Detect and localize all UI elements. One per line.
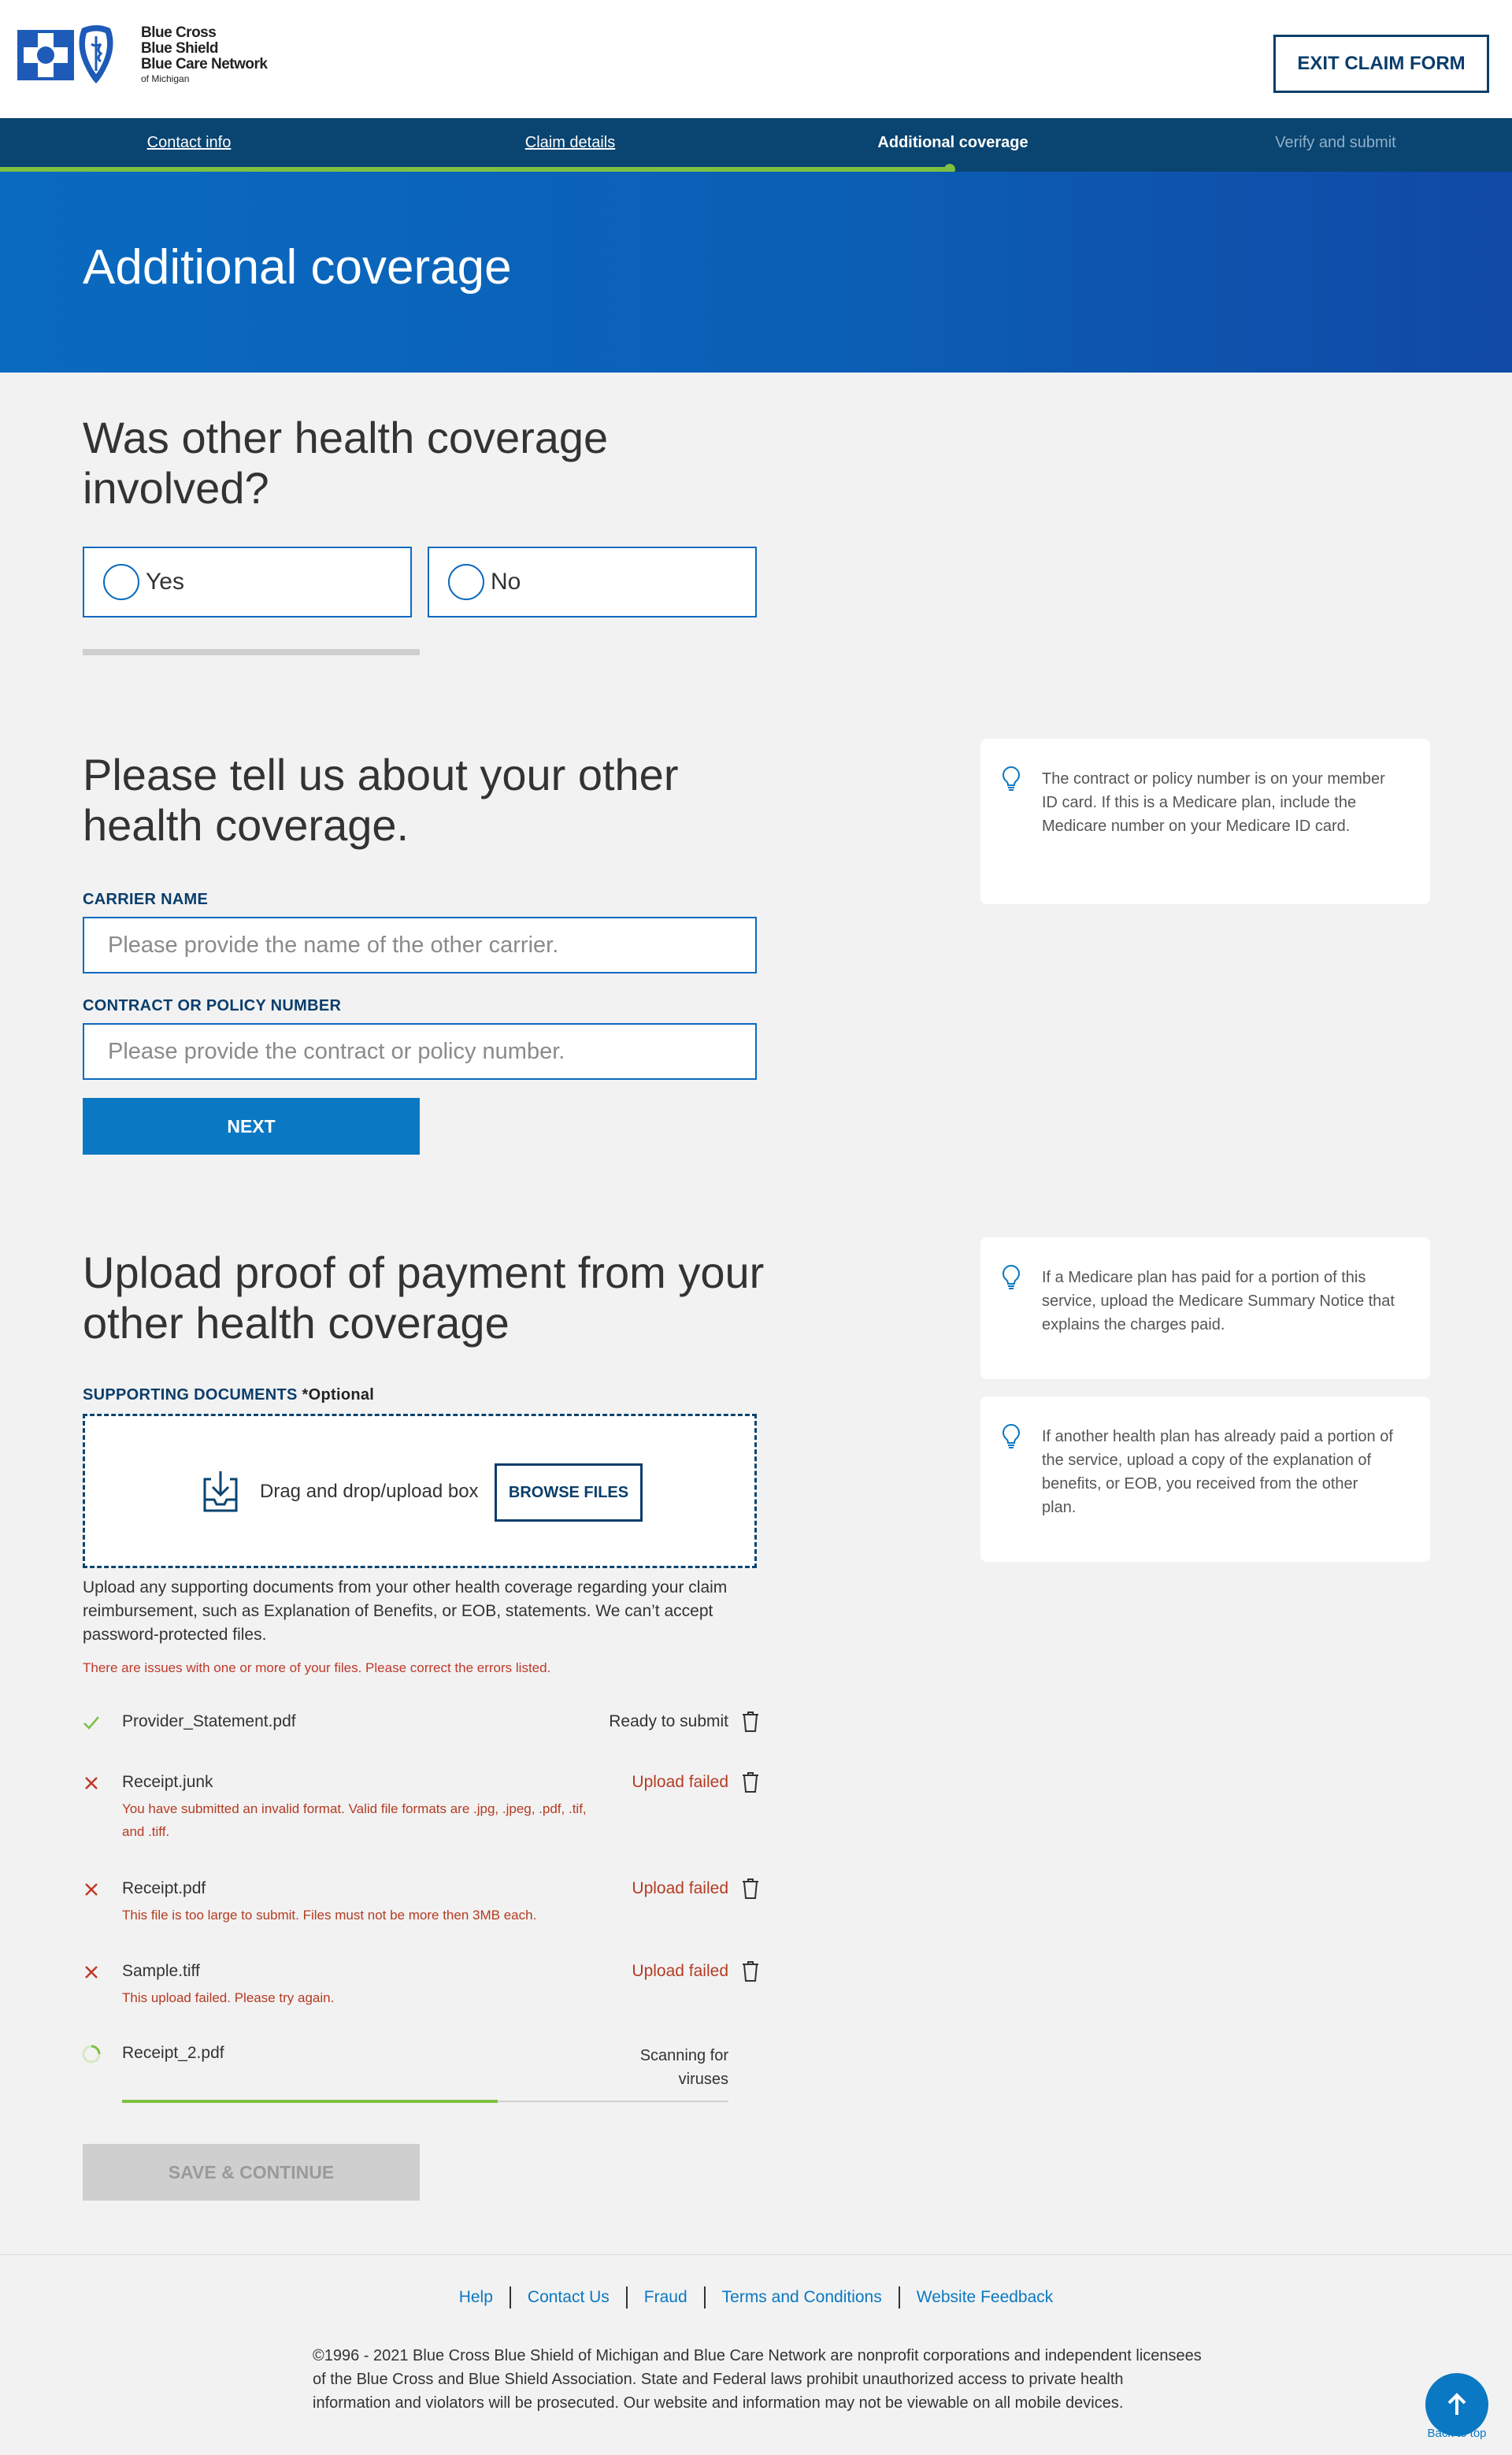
bcbsm-logo[interactable] — [17, 22, 285, 88]
loading-spinner-icon — [81, 2044, 102, 2064]
trash-icon[interactable] — [741, 1960, 760, 1982]
carrier-name-input[interactable] — [83, 917, 757, 973]
footer-link-terms[interactable]: Terms and Conditions — [704, 2286, 899, 2309]
checkmark-icon — [83, 1714, 100, 1731]
footer-link-help[interactable]: Help — [458, 2288, 493, 2306]
browse-files-button[interactable]: BROWSE FILES — [495, 1463, 643, 1522]
file-status: Upload failed — [632, 1879, 728, 1897]
step-label: Verify and submit — [1275, 133, 1396, 151]
lightbulb-icon — [1001, 766, 1021, 792]
step-contact-info[interactable] — [0, 118, 378, 167]
step-additional-coverage — [764, 118, 1142, 167]
eob-tip-text: If another health plan has already paid a portion of the service, upload a copy of the explanation of benefits, or EOB, you received from the other plan. — [1042, 1428, 1393, 1516]
file-status: Ready to submit — [609, 1712, 728, 1730]
radio-yes[interactable] — [83, 547, 412, 617]
copyright-text: ©1996 - 2021 Blue Cross Blue Shield of Michigan and Blue Care Network are nonprofit corporations and independent licensees of the Blue Cross and Blue Shield Association. State and Federal laws prohibit unauthorized access to private health information and violators will be prosecuted. Our website and information may not be viewable on all mobile devices. — [313, 2347, 1202, 2412]
medicare-tip-card — [980, 1237, 1430, 1379]
progress-stepper — [0, 118, 1512, 172]
footer-link-contact-us[interactable]: Contact Us — [510, 2286, 626, 2309]
upload-issues-message: There are issues with one or more of your files. Please correct the errors listed. — [83, 1660, 551, 1675]
file-error-message: This file is too large to submit. Files must not be more then 3MB each. — [122, 1908, 537, 1923]
radio-circle-icon — [103, 564, 139, 600]
blue-cross-blue-shield-logo-icon — [17, 22, 135, 88]
upload-progress-fill — [122, 2100, 498, 2103]
file-error-message: You have submitted an invalid format. Valid file formats are .jpg, .jpeg, .pdf, .tif, and .tiff. — [122, 1801, 587, 1839]
other-coverage-question: Was other health coverage involved? — [83, 413, 609, 513]
radio-circle-icon — [448, 564, 484, 600]
file-name: Receipt.junk — [122, 1773, 213, 1791]
brand-line-4: of Michigan — [141, 73, 190, 84]
arrow-up-icon — [1443, 2391, 1470, 2418]
optional-indicator: *Optional — [302, 1386, 375, 1404]
policy-number-label: CONTRACT OR POLICY NUMBER — [83, 997, 342, 1014]
upload-proof-heading: Upload proof of payment from your other health coverage — [83, 1248, 765, 1348]
site-header — [0, 0, 1512, 118]
exit-claim-form-button[interactable]: EXIT CLAIM FORM — [1273, 35, 1489, 93]
other-coverage-details-heading: Please tell us about your other health coverage. — [83, 750, 679, 850]
back-to-top-label: Back to top — [1427, 2427, 1487, 2440]
file-name: Receipt_2.pdf — [122, 2044, 224, 2062]
step-claim-details[interactable] — [381, 118, 759, 167]
file-name: Receipt.pdf — [122, 1879, 206, 1897]
brand-line-2: Blue Shield — [141, 40, 218, 57]
step-verify-and-submit — [1147, 118, 1512, 167]
step-label: Contact info — [146, 133, 232, 151]
lightbulb-icon — [1001, 1423, 1021, 1450]
footer-link-feedback[interactable]: Website Feedback — [899, 2286, 1070, 2309]
supporting-documents-label — [83, 1386, 374, 1404]
footer-links — [0, 2286, 1512, 2309]
radio-no-label: No — [491, 569, 521, 595]
file-drop-zone[interactable] — [83, 1414, 757, 1568]
error-x-icon — [83, 1881, 100, 1898]
radio-no[interactable] — [428, 547, 757, 617]
step-label: Additional coverage — [877, 133, 1028, 151]
brand-line-3: Blue Care Network — [141, 56, 268, 72]
file-error-message: This upload failed. Please try again. — [122, 1990, 335, 2005]
trash-icon[interactable] — [741, 1711, 760, 1733]
upload-help-text: Upload any supporting documents from your other health coverage regarding your claim reimbursement, such as Explanation of Benefits, or EOB, statements. We can’t accept password-protected files. — [83, 1578, 728, 1644]
file-name: Provider_Statement.pdf — [122, 1712, 296, 1730]
section-divider — [83, 649, 420, 655]
next-button[interactable]: NEXT — [83, 1098, 420, 1155]
medicare-tip-text: If a Medicare plan has paid for a portion of this service, upload the Medicare Summary Notice that explains the charges paid. — [1042, 1269, 1395, 1333]
carrier-name-label: CARRIER NAME — [83, 891, 209, 908]
lightbulb-icon — [1001, 1264, 1021, 1291]
page-hero — [0, 172, 1512, 373]
trash-icon[interactable] — [741, 1878, 760, 1900]
error-x-icon — [83, 1774, 100, 1792]
policy-number-input[interactable] — [83, 1023, 757, 1080]
file-status: Upload failed — [632, 1962, 728, 1980]
drop-zone-label: Drag and drop/upload box — [260, 1481, 479, 1502]
footer-link-fraud[interactable]: Fraud — [626, 2286, 704, 2309]
back-to-top-button[interactable] — [1425, 2373, 1488, 2452]
save-and-continue-button: SAVE & CONTINUE — [83, 2144, 420, 2201]
eob-tip-card — [980, 1396, 1430, 1562]
file-status: Upload failed — [632, 1773, 728, 1791]
trash-icon[interactable] — [741, 1771, 760, 1793]
file-name: Sample.tiff — [122, 1962, 200, 1980]
file-status: Scanning for viruses — [639, 2047, 728, 2088]
page-title: Additional coverage — [83, 240, 512, 295]
policy-number-tip-text: The contract or policy number is on your member ID card. If this is a Medicare plan, include the Medicare number on your Medicare ID card. — [1042, 770, 1385, 835]
error-x-icon — [83, 1964, 100, 1981]
brand-line-1: Blue Cross — [141, 24, 217, 41]
brand-name — [141, 25, 267, 85]
supporting-documents-label-text: SUPPORTING DOCUMENTS — [83, 1386, 298, 1404]
step-label: Claim details — [524, 133, 616, 151]
radio-yes-label: Yes — [146, 569, 184, 595]
policy-number-tip-card — [980, 739, 1430, 904]
upload-tray-icon — [198, 1468, 243, 1514]
site-footer — [0, 2254, 1512, 2455]
